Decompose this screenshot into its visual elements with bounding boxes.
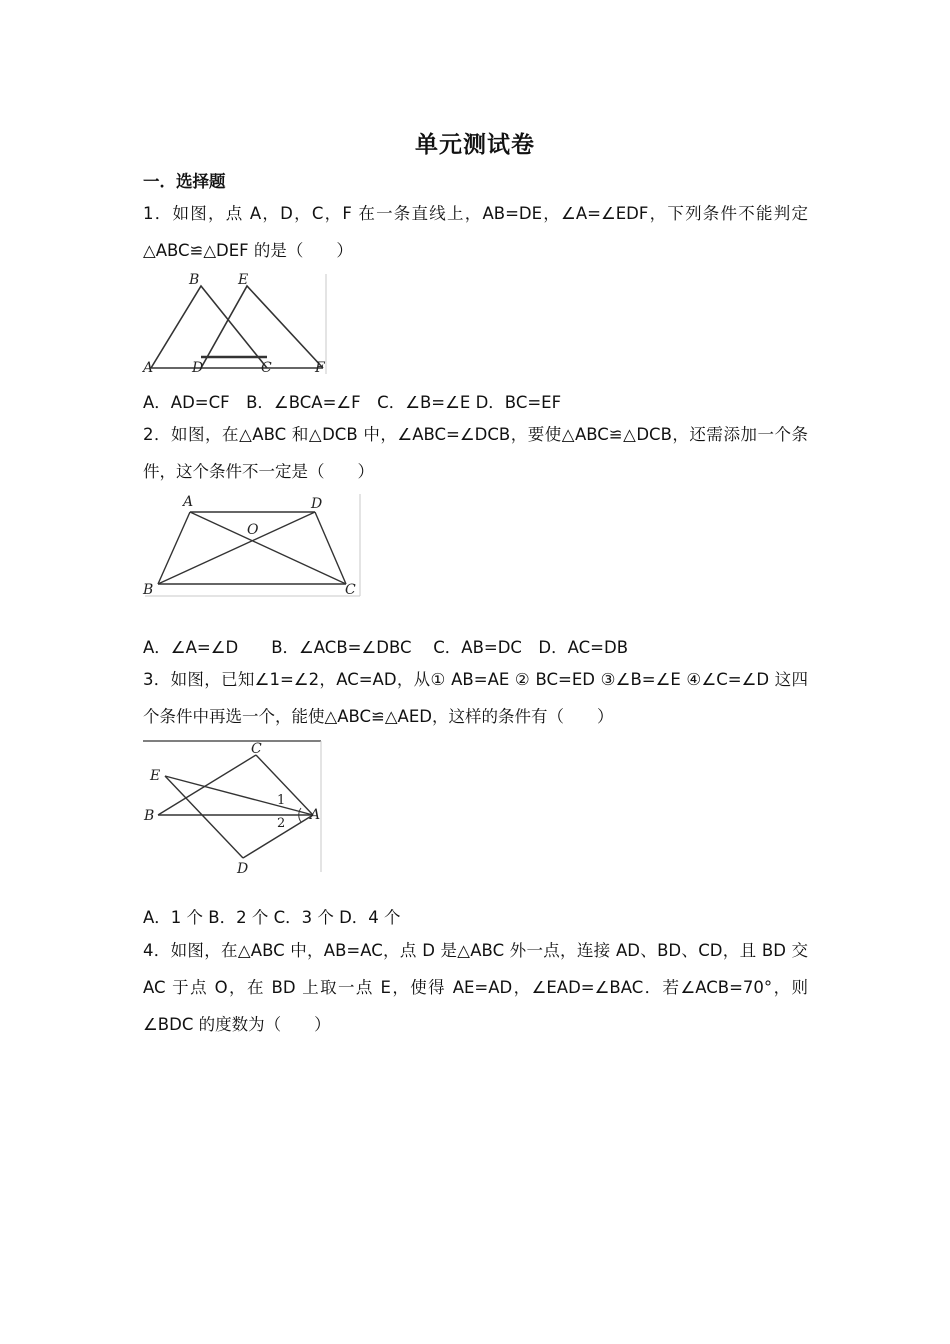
- figure-label-c: C: [261, 360, 272, 376]
- question-3-figure: [143, 738, 325, 878]
- figure-label-d: D: [311, 496, 323, 512]
- question-1-figure: [143, 270, 333, 378]
- question-2-figure: [143, 492, 365, 602]
- angle-label-2: 2: [277, 816, 286, 831]
- figure-label-e: E: [150, 768, 161, 784]
- figure-label-e: E: [238, 272, 249, 288]
- question-2-stem: 2．如图，在△ABC 和△DCB 中，∠ABC=∠DCB，要使△ABC≌△DCB，还需添加一个条件，这个条件不一定是（ ）: [143, 425, 808, 481]
- figure-label-a: A: [310, 807, 321, 823]
- question-1-stem: 1．如图，点 A，D，C，F 在一条直线上，AB=DE，∠A=∠EDF，下列条件不能判定△ABC≌△DEF 的是（ ）: [143, 204, 808, 260]
- angle-label-1: 1: [277, 793, 286, 808]
- figure-label-b: B: [189, 272, 200, 288]
- figure-label-a: A: [143, 360, 154, 376]
- figure-label-o: O: [247, 522, 259, 538]
- question-4-stem: 4．如图，在△ABC 中，AB=AC，点 D 是△ABC 外一点，连接 AD、BD、CD，且 BD 交 AC 于点 O，在 BD 上取一点 E，使得 AE=AD，∠EAD=∠BAC．若∠ACB=70°，则∠BDC 的度数为（ ）: [143, 941, 808, 1034]
- section-heading: 一．选择题: [143, 172, 226, 191]
- question-1-options: A．AD=CF B．∠BCA=∠F C．∠B=∠E D．BC=EF: [143, 393, 562, 412]
- figure-label-a: A: [183, 494, 194, 510]
- figure-label-b: B: [144, 808, 155, 824]
- figure-label-f: F: [315, 360, 325, 376]
- figure-label-c: C: [251, 741, 262, 757]
- question-2-options: A．∠A=∠D B．∠ACB=∠DBC C．AB=DC D．AC=DB: [143, 638, 629, 657]
- question-3-options: A．1 个 B．2 个 C．3 个 D．4 个: [143, 908, 401, 927]
- question-3-stem: 3．如图，已知∠1=∠2，AC=AD，从① AB=AE ② BC=ED ③∠B=∠E ④∠C=∠D 这四个条件中再选一个，能使△ABC≌△AED，这样的条件有（ ）: [143, 670, 808, 726]
- figure-label-c: C: [345, 582, 356, 598]
- figure-label-d: D: [237, 861, 249, 877]
- figure-label-b: B: [143, 582, 154, 598]
- figure-label-d: D: [192, 360, 204, 376]
- document-title: 单元测试卷: [415, 131, 535, 158]
